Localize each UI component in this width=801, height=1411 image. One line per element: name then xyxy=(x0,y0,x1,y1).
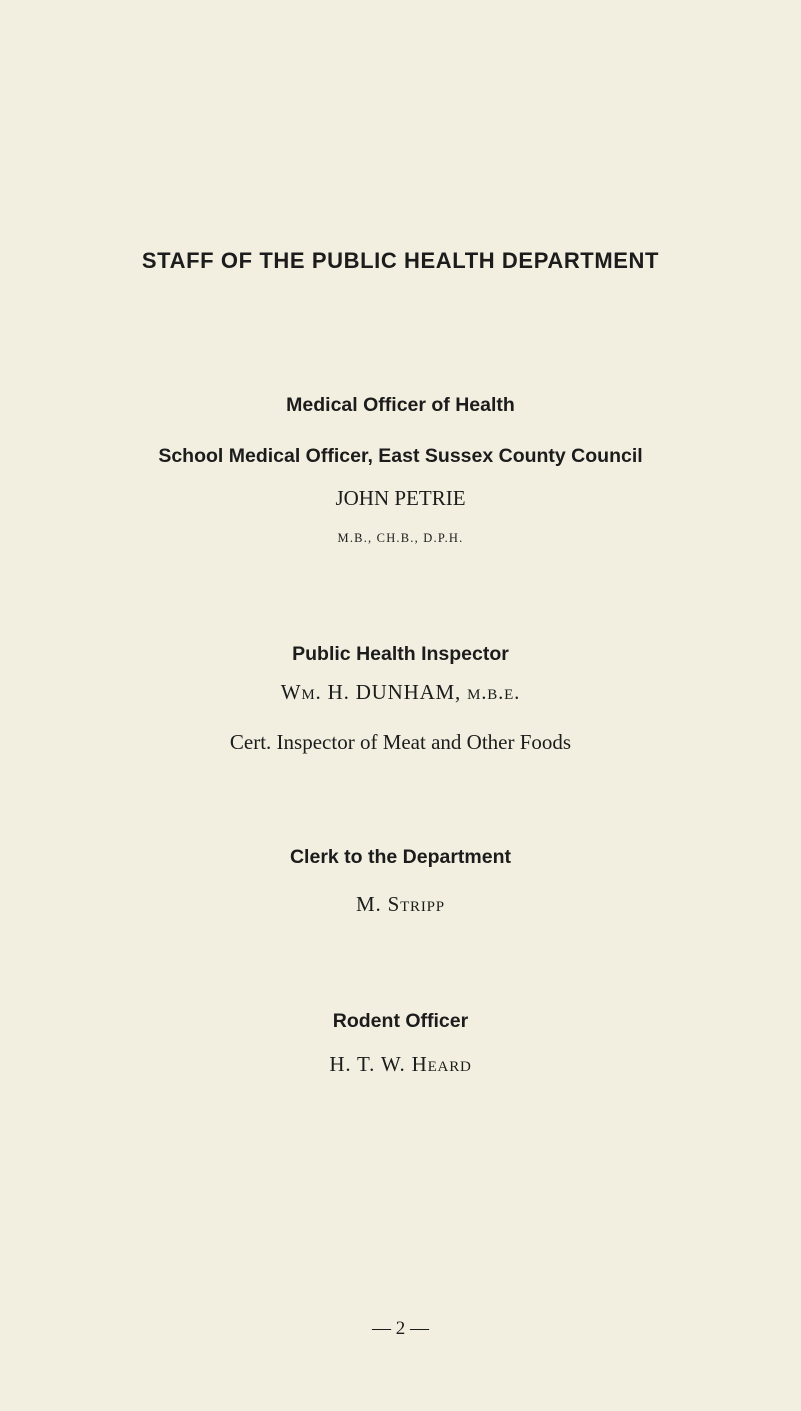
medical-officer-role: Medical Officer of Health xyxy=(286,394,515,416)
public-health-inspector-certification: Cert. Inspector of Meat and Other Foods xyxy=(229,730,572,754)
medical-officer-name: JOHN PETRIE xyxy=(335,486,466,510)
public-health-inspector-name: Wm. H. DUNHAM, m.b.e. xyxy=(280,680,521,704)
medical-officer-qualifications: M.B., CH.B., D.P.H. xyxy=(337,531,464,545)
page-number: — 2 — xyxy=(372,1318,429,1339)
school-medical-officer-role: School Medical Officer, East Sussex County Council xyxy=(158,445,643,467)
rodent-officer-name: H. T. W. Heard xyxy=(329,1052,472,1076)
page-title: STAFF OF THE PUBLIC HEALTH DEPARTMENT xyxy=(141,248,660,273)
clerk-name: M. Stripp xyxy=(356,892,445,916)
clerk-role: Clerk to the Department xyxy=(289,846,512,868)
public-health-inspector-role: Public Health Inspector xyxy=(292,643,509,665)
rodent-officer-role: Rodent Officer xyxy=(332,1010,469,1032)
